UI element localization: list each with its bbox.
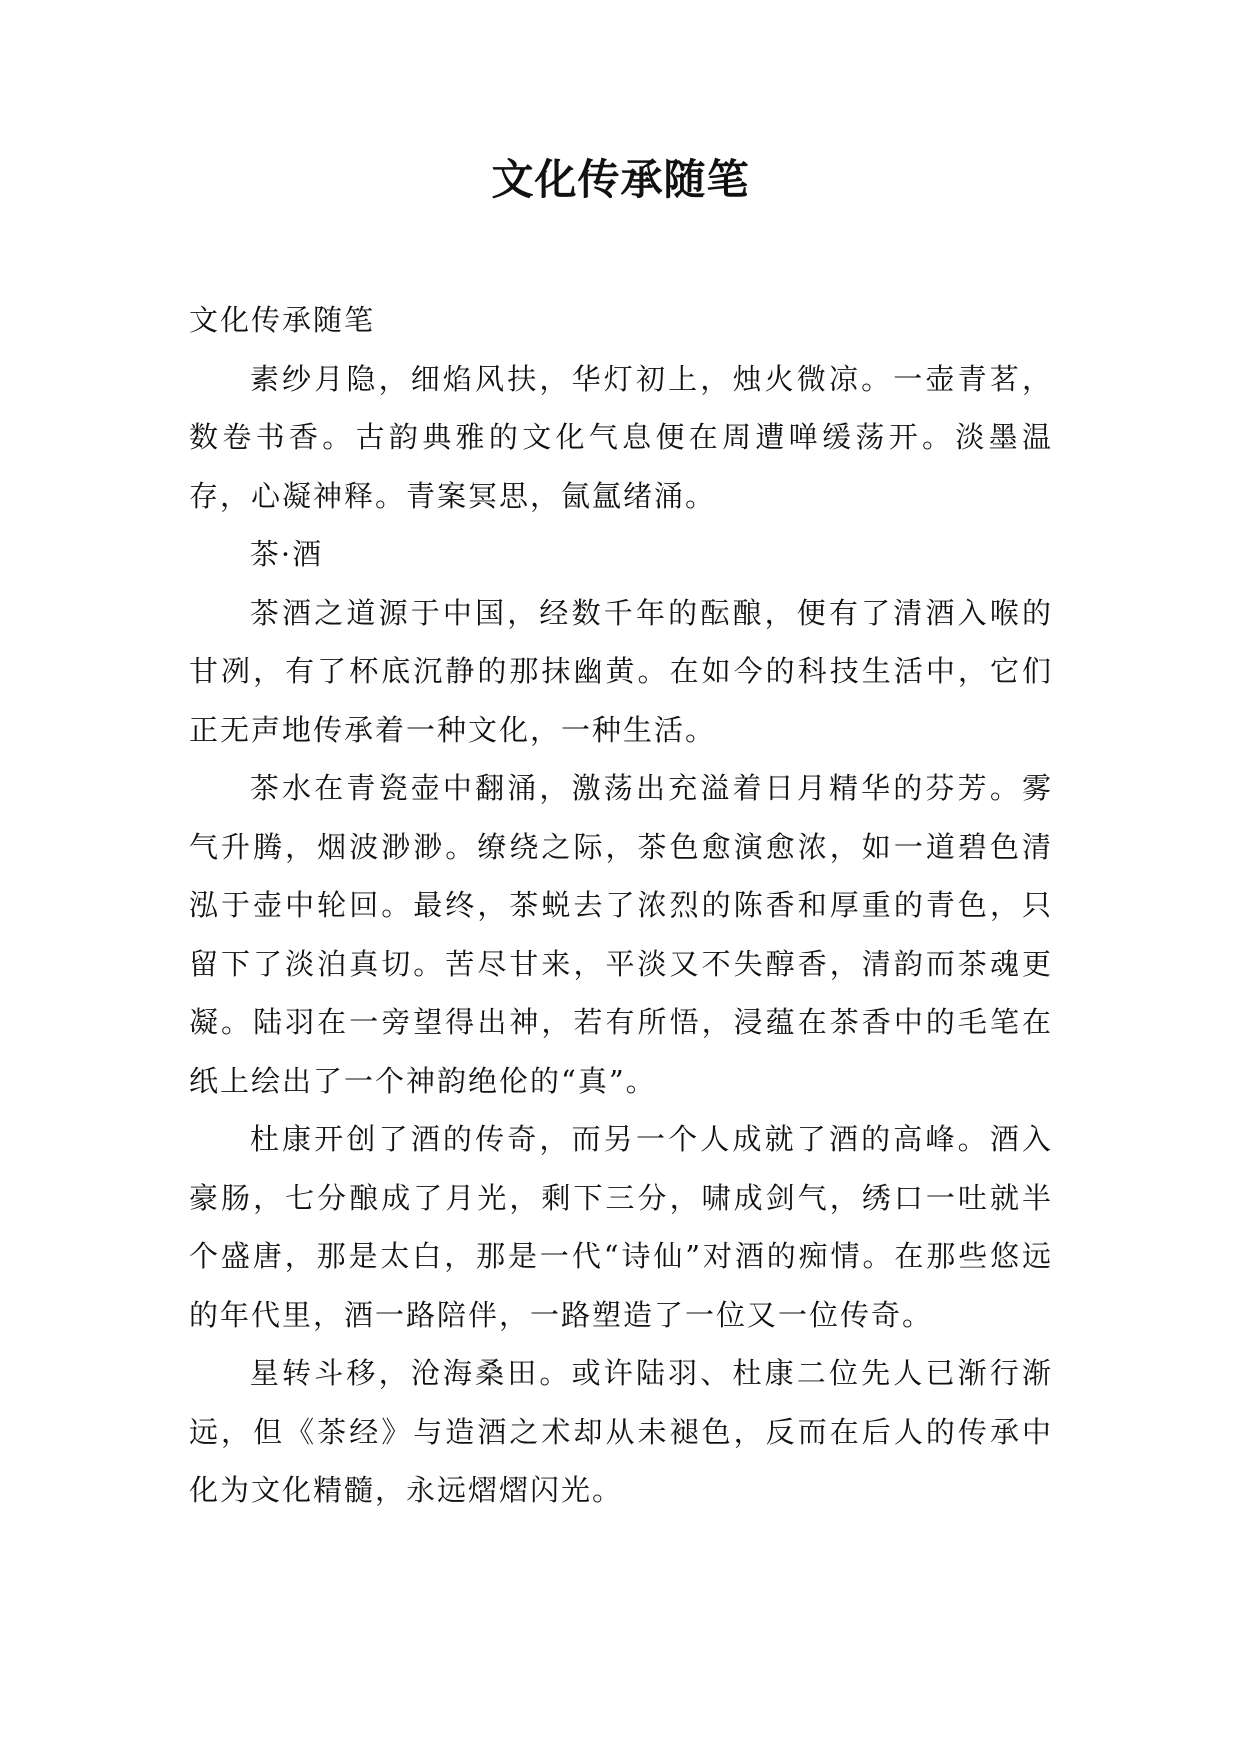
document-title: 文化传承随笔	[491, 155, 750, 204]
section-heading-tea-wine: 茶·酒	[249, 537, 324, 571]
paragraph-tea: 茶水在青瓷壶中翻涌，激荡出充溢着日月精华的芬芳。雾气升腾，烟波渺渺。缭绕之际，茶色愈演愈浓，如一道碧色清泓于壶中轮回。最终，茶蜕去了浓烈的陈香和厚重的青色，只留下了淡泊真切。苦尽甘来，平淡又不失醇香，清韵而茶魂更凝。陆羽在一旁望得出神，若有所悟，浸蕴在茶香中的毛笔在纸上绘出了一个神韵绝伦的“真”。	[189, 771, 1053, 1098]
paragraph-conclusion: 星转斗移，沧海桑田。或许陆羽、杜康二位先人已渐行渐远，但《茶经》与造酒之术却从未褪色，反而在后人的传承中化为文化精髓，永远熠熠闪光。	[189, 1356, 1053, 1507]
document-subtitle: 文化传承随笔	[189, 303, 376, 337]
paragraph-tea-wine-origin: 茶酒之道源于中国，经数千年的酝酿，便有了清酒入喉的甘冽，有了杯底沉静的那抹幽黄。在如今的科技生活中，它们正无声地传承着一种文化，一种生活。	[189, 595, 1053, 747]
document-body	[189, 291, 1053, 1520]
paragraph-intro: 素纱月隐，细焰风扶，华灯初上，烛火微凉。一壶青茗，数卷书香。古韵典雅的文化气息便在周遭啴缓荡开。淡墨温存，心凝神释。青案冥思，氤氲绪涌。	[189, 361, 1053, 513]
paragraph-wine: 杜康开创了酒的传奇，而另一个人成就了酒的高峰。酒入豪肠，七分酿成了月光，剩下三分，啸成剑气，绣口一吐就半个盛唐，那是太白，那是一代“诗仙”对酒的痴情。在那些悠远的年代里，酒一路陪伴，一路塑造了一位又一位传奇。	[189, 1122, 1053, 1332]
